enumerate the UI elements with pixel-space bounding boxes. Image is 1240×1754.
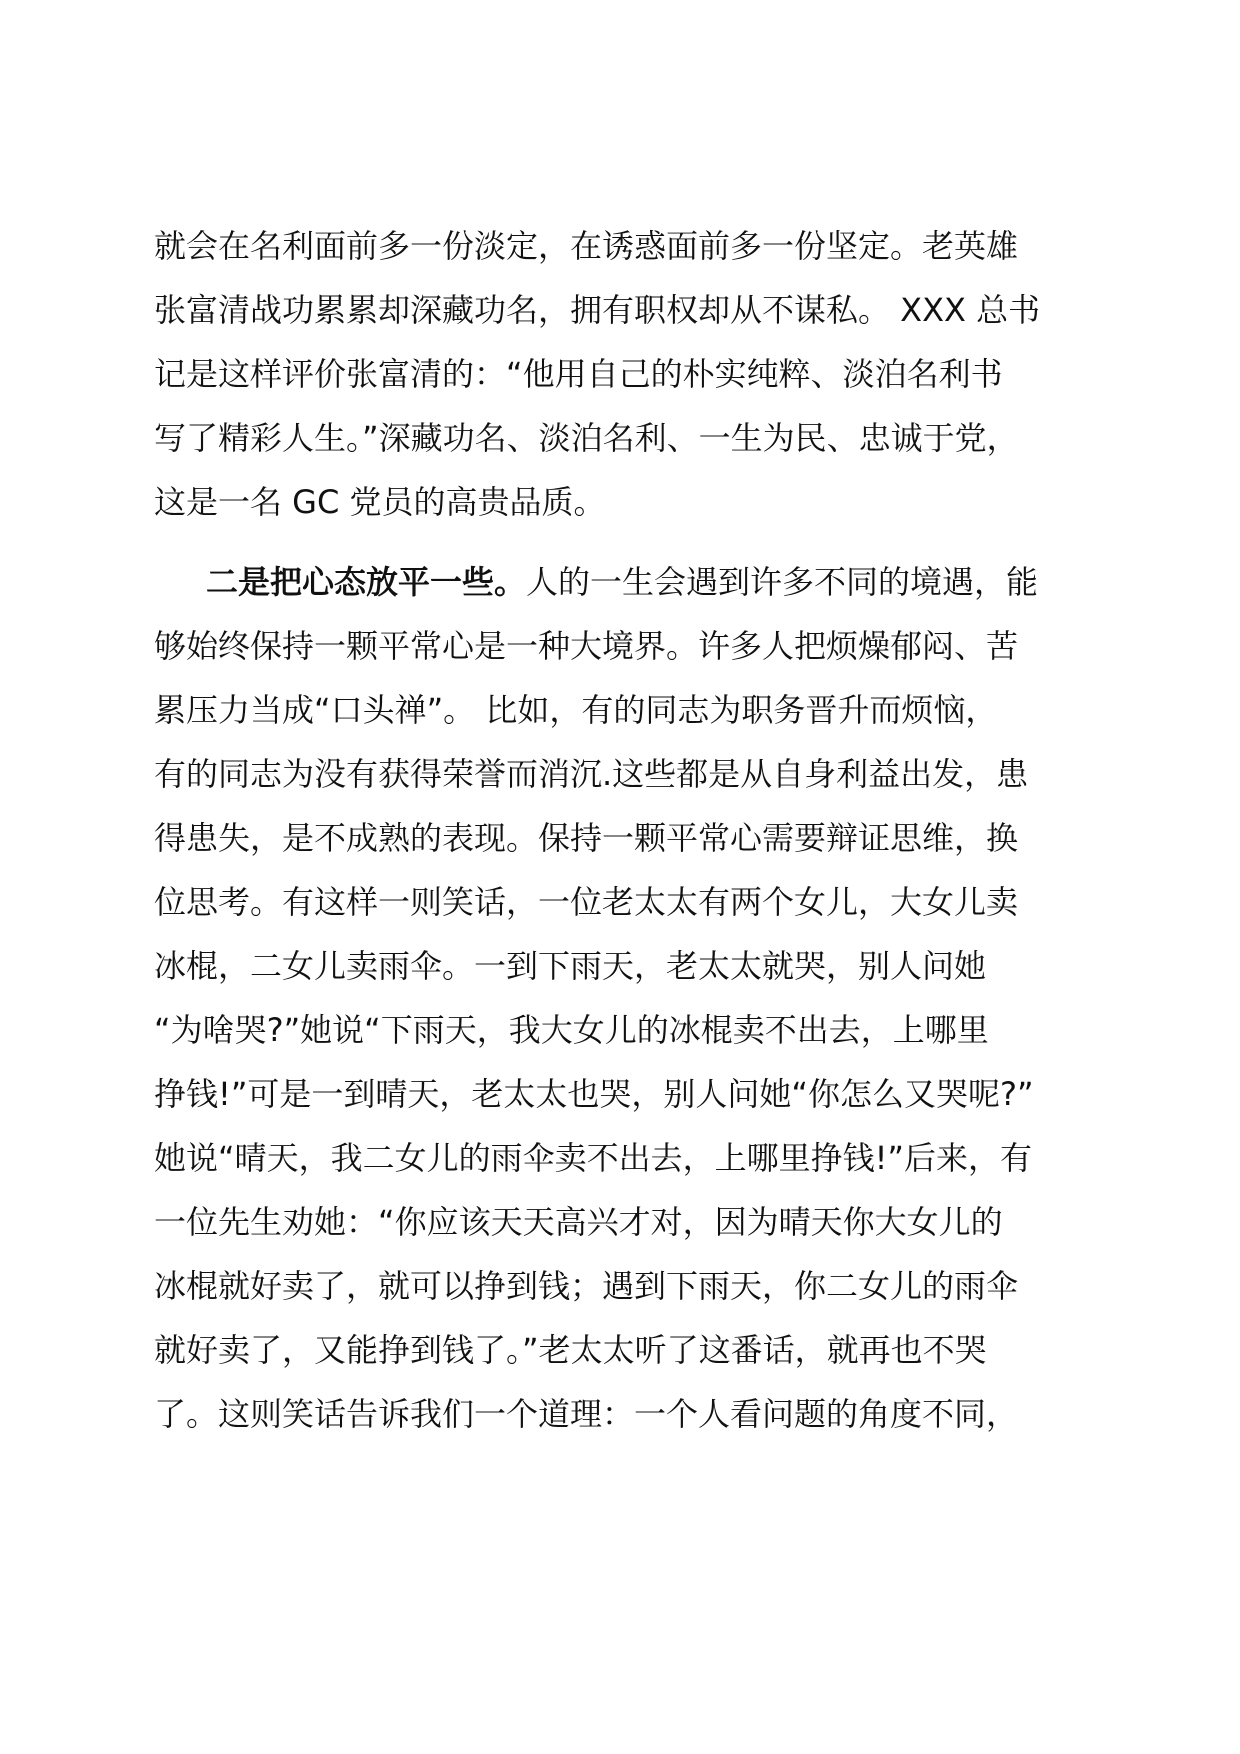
text-line: 一位先生劝她：“你应该天天高兴才对，因为晴天你大女儿的 (154, 1203, 1003, 1241)
paragraph-2 (154, 550, 1094, 1446)
text-line: 了。这则笑话告诉我们一个道理：一个人看问题的角度不同， (154, 1395, 1019, 1433)
paragraph-2-first-line (154, 550, 1094, 614)
text-line: 写了精彩人生。”深藏功名、淡泊名利、一生为民、忠诚于党， (154, 419, 1019, 457)
text-line: “为啥哭?”她说“下雨天，我大女儿的冰棍卖不出去，上哪里 (154, 1011, 989, 1049)
text-line: 得患失，是不成熟的表现。保持一颗平常心需要辩证思维，换 (154, 819, 1019, 857)
text-line: 挣钱!”可是一到晴天，老太太也哭，别人问她“你怎么又哭呢?” (154, 1075, 1034, 1113)
paragraph-1 (154, 214, 1094, 534)
text-line: 够始终保持一颗平常心是一种大境界。许多人把烦燥郁闷、苦 (154, 627, 1019, 665)
text-line: 有的同志为没有获得荣誉而消沉.这些都是从自身利益出发，患 (154, 755, 1029, 793)
text-line: 就好卖了，又能挣到钱了。”老太太听了这番话，就再也不哭 (154, 1331, 987, 1369)
text-line: 张富清战功累累却深藏功名，拥有职权却从不谋私。 XXX 总书 (154, 291, 1041, 329)
text-line: 累压力当成“口头禅”。 比如，有的同志为职务晋升而烦恼， (154, 691, 998, 729)
text-line: 就会在名利面前多一份淡定，在诱惑面前多一份坚定。老英雄 (154, 227, 1019, 265)
paragraph-2-first-line-text: 人的一生会遇到许多不同的境遇，能 (526, 563, 1039, 601)
paragraph-heading: 二是把心态放平一些。 (206, 563, 527, 601)
text-line: 她说“晴天，我二女儿的雨伞卖不出去，上哪里挣钱!”后来，有 (154, 1139, 1032, 1177)
text-line: 冰棍就好卖了，就可以挣到钱；遇到下雨天，你二女儿的雨伞 (154, 1267, 1019, 1305)
text-line: 位思考。有这样一则笑话，一位老太太有两个女儿，大女儿卖 (154, 883, 1019, 921)
text-line: 记是这样评价张富清的：“他用自己的朴实纯粹、淡泊名利书 (154, 355, 1003, 393)
text-line: 冰棍，二女儿卖雨伞。一到下雨天，老太太就哭，别人问她 (154, 947, 987, 985)
text-line: 这是一名 GC 党员的高贵品质。 (154, 483, 606, 521)
